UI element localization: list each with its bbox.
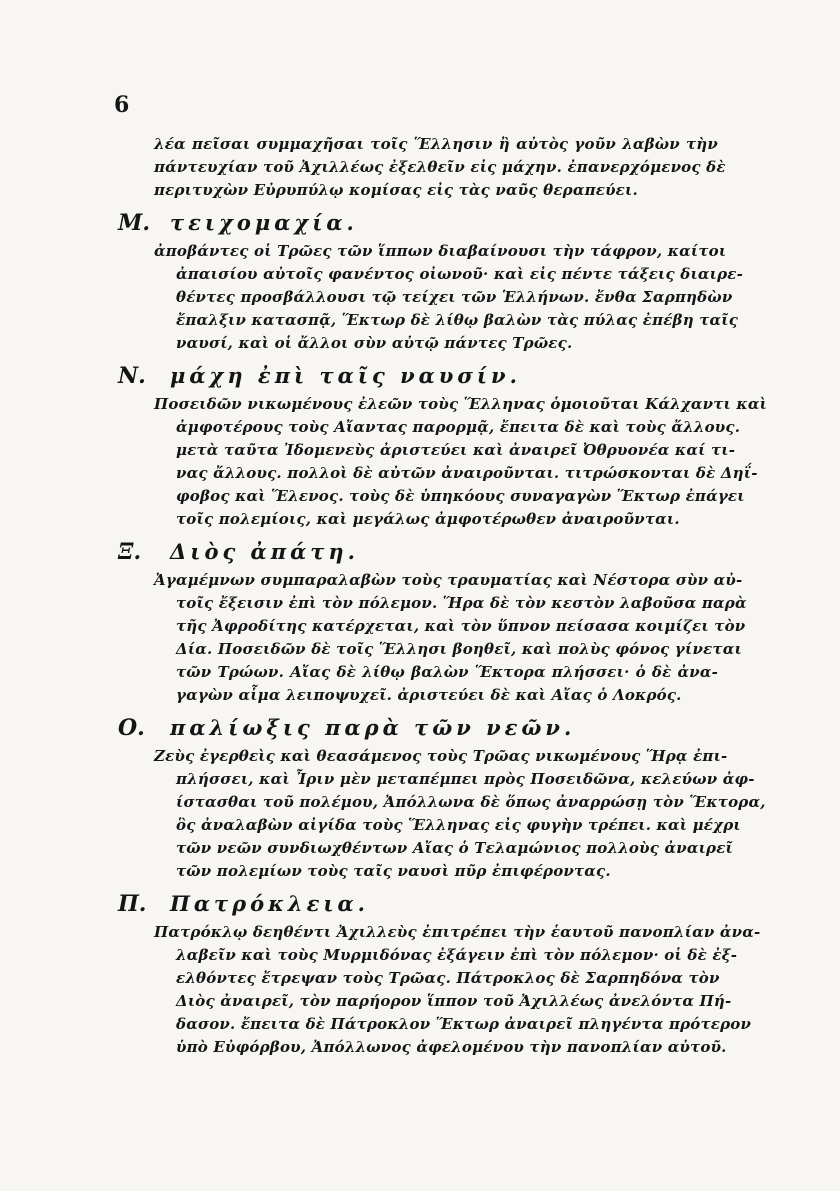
section-letter: Μ. [118, 210, 151, 236]
section-letter: Ξ. [118, 539, 142, 565]
text-line: λαβεῖν καὶ τοὺς Μυρμιδόνας ἐξάγειν ἐπὶ τὸν πόλεμον· οἱ δὲ ἐξ- [176, 946, 738, 964]
text-line: Ποσειδῶν νικωμένους ἐλεῶν τοὺς Ἕλληνας ὁμοιοῦται Κάλχαντι καὶ [154, 395, 768, 413]
text-line: τῶν νεῶν συνδιωχθέντων Αἴας ὁ Τελαμώνιος πολλοὺς ἀναιρεῖ [176, 839, 734, 857]
text-line: τοῖς ἔξεισιν ἐπὶ τὸν πόλεμον. Ἥρα δὲ τὸν κεστὸν λαβοῦσα παρὰ [176, 594, 747, 612]
section-pi [118, 891, 761, 1059]
text-line: ἀμφοτέρους τοὺς Αἴαντας παρορμᾷ, ἔπειτα δὲ καὶ τοὺς ἄλλους. [176, 418, 741, 436]
text-line: τῶν Τρώων. Αἴας δὲ λίθῳ βαλὼν Ἕκτορα πλήσσει· ὁ δὲ ἀνα- [176, 663, 718, 681]
text-line: δασον. ἔπειτα δὲ Πάτροκλον Ἕκτωρ ἀναιρεῖ πληγέντα πρότερον [176, 1015, 752, 1033]
section-heading [118, 891, 718, 917]
text-line: γαγὼν αἷμα λειποψυχεῖ. ἀριστεύει δὲ καὶ Αἴας ὁ Λοκρός. [176, 686, 682, 704]
text-line: ἔπαλξιν κατασπᾷ, Ἕκτωρ δὲ λίθῳ βαλὼν τὰς πύλας ἐπέβη ταῖς [176, 311, 739, 329]
section-heading [118, 210, 718, 236]
text-line: Δία. Ποσειδῶν δὲ τοῖς Ἕλλησι βοηθεῖ, καὶ πολὺς φόνος γίνεται [176, 640, 742, 658]
section-o [118, 715, 766, 883]
text-line: πλήσσει, καὶ Ἶριν μὲν μεταπέμπει πρὸς Ποσειδῶνα, κελεύων ἀφ- [176, 770, 755, 788]
text-line: πάντευχίαν τοῦ Ἀχιλλέως ἐξελθεῖν εἰς μάχην. ἐπανερχόμενος δὲ [154, 158, 726, 176]
text-line: Ἀγαμέμνων συμπαραλαβὼν τοὺς τραυματίας καὶ Νέστορα σὺν αὐ- [154, 571, 743, 589]
text-line: ελθόντες ἔτρεψαν τοὺς Τρῶας. Πάτροκλος δὲ Σαρπηδόνα τὸν [176, 969, 720, 987]
text-line: ὑπὸ Εὐφόρβου, Ἀπόλλωνος ἀφελομένου τὴν πανοπλίαν αὐτοῦ. [176, 1038, 727, 1056]
text-line: ναυσί, καὶ οἱ ἄλλοι σὺν αὐτῷ πάντες Τρῶες. [176, 334, 573, 352]
section-m [118, 210, 744, 355]
page-number: 6 [114, 92, 130, 118]
text-line: θέντες προσβάλλουσι τῷ τείχει τῶν Ἑλλήνων. ἔνθα Σαρπηδὼν [176, 288, 733, 306]
text-line: ἀπαισίου αὐτοῖς φανέντος οἰωνοῦ· καὶ εἰς πέντε τάξεις διαιρε- [176, 265, 744, 283]
text-line: Διὸς ἀναιρεῖ, τὸν παρήορον ἵππον τοῦ Ἀχιλλέως ἀνελόντα Πή- [176, 992, 732, 1010]
section-heading [118, 363, 718, 389]
text-line: φοβος καὶ Ἕλενος. τοὺς δὲ ὑπηκόους συναγαγὼν Ἕκτωρ ἐπάγει [176, 487, 745, 505]
text-line: λέα πεῖσαι συμμαχῆσαι τοῖς Ἕλλησιν ἢ αὐτὸς γοῦν λαβὼν τὴν [154, 135, 718, 153]
text-line: Πατρόκλῳ δεηθέντι Ἀχιλλεὺς ἐπιτρέπει τὴν ἑαυτοῦ πανοπλίαν ἀνα- [154, 923, 761, 941]
section-title: τειχομαχία. [170, 210, 358, 235]
text-line: τοῖς πολεμίοις, καὶ μεγάλως ἀμφοτέρωθεν ἀναιροῦνται. [176, 510, 680, 528]
section-letter: Π. [118, 891, 147, 917]
intro-paragraph [118, 133, 726, 202]
section-n [118, 363, 768, 531]
text-line: Ζεὺς ἐγερθεὶς καὶ θεασάμενος τοὺς Τρῶας νικωμένους Ἥρᾳ ἐπι- [154, 747, 728, 765]
section-heading [118, 715, 718, 741]
section-letter: Ο. [118, 715, 145, 741]
text-line: ἀποβάντες οἱ Τρῶες τῶν ἵππων διαβαίνουσι τὴν τάφρον, καίτοι [154, 242, 727, 260]
section-heading [118, 539, 718, 565]
text-line: μετὰ ταῦτα Ἰδομενεὺς ἀριστεύει καὶ ἀναιρεῖ Ὀθρυονέα καί τι- [176, 441, 736, 459]
text-line: ὃς ἀναλαβὼν αἰγίδα τοὺς Ἕλληνας εἰς φυγὴν τρέπει. καὶ μέχρι [176, 816, 741, 834]
section-title: μάχη ἐπὶ ταῖς ναυσίν. [170, 363, 521, 388]
section-title: Πατρόκλεια. [170, 891, 369, 916]
text-line: τῶν πολεμίων τοὺς ταῖς ναυσὶ πῦρ ἐπιφέροντας. [176, 862, 611, 880]
text-line: ίστασθαι τοῦ πολέμου, Ἀπόλλωνα δὲ ὅπως ἀναρρώσῃ τὸν Ἕκτορα, [176, 793, 766, 811]
text-line: νας ἄλλους. πολλοὶ δὲ αὐτῶν ἀναιροῦνται. τιτρώσκονται δὲ Δηΐ- [176, 464, 758, 482]
section-xi [118, 539, 747, 707]
section-letter: Ν. [118, 363, 146, 389]
section-title: παλίωξις παρὰ τῶν νεῶν. [170, 715, 576, 740]
page-content [118, 133, 768, 1065]
text-line: περιτυχὼν Εὐρυπύλῳ κομίσας εἰς τὰς ναῦς θεραπεύει. [154, 181, 638, 199]
text-line: τῆς Ἀφροδίτης κατέρχεται, καὶ τὸν ὕπνον πείσασα κοιμίζει τὸν [176, 617, 746, 635]
section-title: Διὸς ἀπάτη. [170, 539, 359, 564]
